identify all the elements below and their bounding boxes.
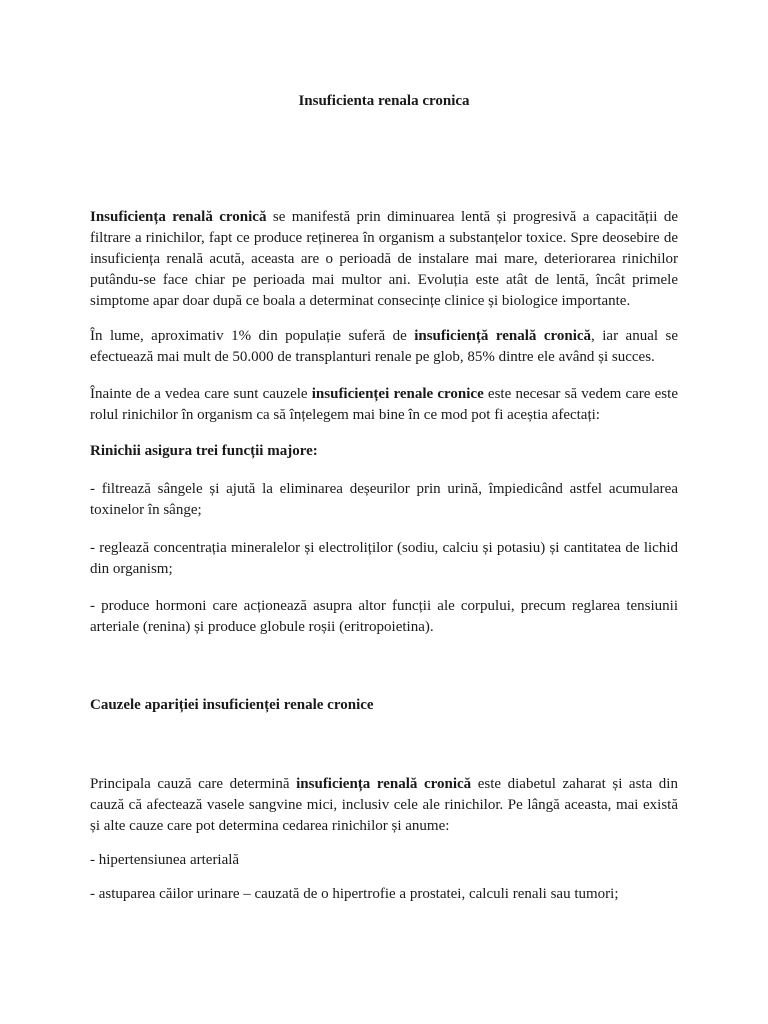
world-paragraph	[90, 326, 678, 368]
causes-intro-paragraph	[90, 384, 678, 426]
document-title: Insuficienta renala cronica	[298, 93, 470, 109]
causes-intro-after: este necesar să vedem care este rolul rinichilor în organism ca să înțelegem mai bine în ce mod pot fi aceștia afectați:	[90, 386, 678, 423]
causes-intro-before: Înainte de a vedea care sunt cauzele	[90, 386, 312, 402]
main-cause-paragraph	[90, 774, 678, 837]
function-item: - produce hormoni care acționează asupra altor funcții ale corpului, precum reglarea tensiunii arteriale (renina) și produce globule roșii (eritropoietina).	[90, 598, 678, 635]
main-cause-after: este diabetul zaharat și asta din cauză că afectează vasele sangvine mici, inclusiv cele ale rinichilor. Pe lângă aceasta, mai există și alte cauze care pot determina cedarea rinichilor și anume:	[90, 776, 678, 834]
causes-intro-bold-term: insuficienței renale cronice	[311, 386, 484, 402]
intro-text: se manifestă prin diminuarea lentă și progresivă a capacității de filtrare a rinichilor, fapt ce produce reținerea în organism a substanțelor toxice. Spre deosebire de insuficiența renală acută, aceasta are o perioadă de instalare mai mare, deteriorarea rinichilor putându-se face chiar pe perioada mai multor ani. Evoluția este atât de lentă, încât primele simptome apar doar după ce boala a determinat consecințe clinice și biologice importante.	[90, 209, 679, 309]
causes-heading: Cauzele apariției insuficienței renale cronice	[90, 697, 374, 713]
function-item: - reglează concentrația mineralelor și electroliților (sodiu, calciu și potasiu) și cantitatea de lichid din organism;	[90, 540, 678, 577]
cause-item: - astuparea căilor urinare – cauzată de o hipertrofie a prostatei, calculi renali sau tumori;	[90, 886, 619, 902]
functions-heading: Rinichii asigura trei funcții majore:	[90, 443, 318, 459]
document-body	[90, 207, 678, 905]
world-text-after: , iar anual se efectuează mai mult de 50.000 de transplanturi renale pe glob, 85% dintre ele având și succes.	[90, 328, 678, 365]
intro-bold-term: Insuficiența renală cronică	[90, 209, 267, 225]
main-cause-bold-term: insuficiența renală cronică	[296, 776, 472, 792]
main-cause-before: Principala cauză care determină	[90, 776, 297, 792]
world-bold-term: insuficiență renală cronică	[414, 328, 592, 344]
world-text-before: În lume, aproximativ 1% din populație suferă de	[90, 328, 415, 344]
intro-paragraph	[90, 207, 678, 312]
function-item: - filtrează sângele și ajută la eliminarea deșeurilor prin urină, împiedicând astfel acumularea toxinelor în sânge;	[90, 481, 678, 518]
cause-item: - hipertensiunea arterială	[90, 852, 240, 868]
